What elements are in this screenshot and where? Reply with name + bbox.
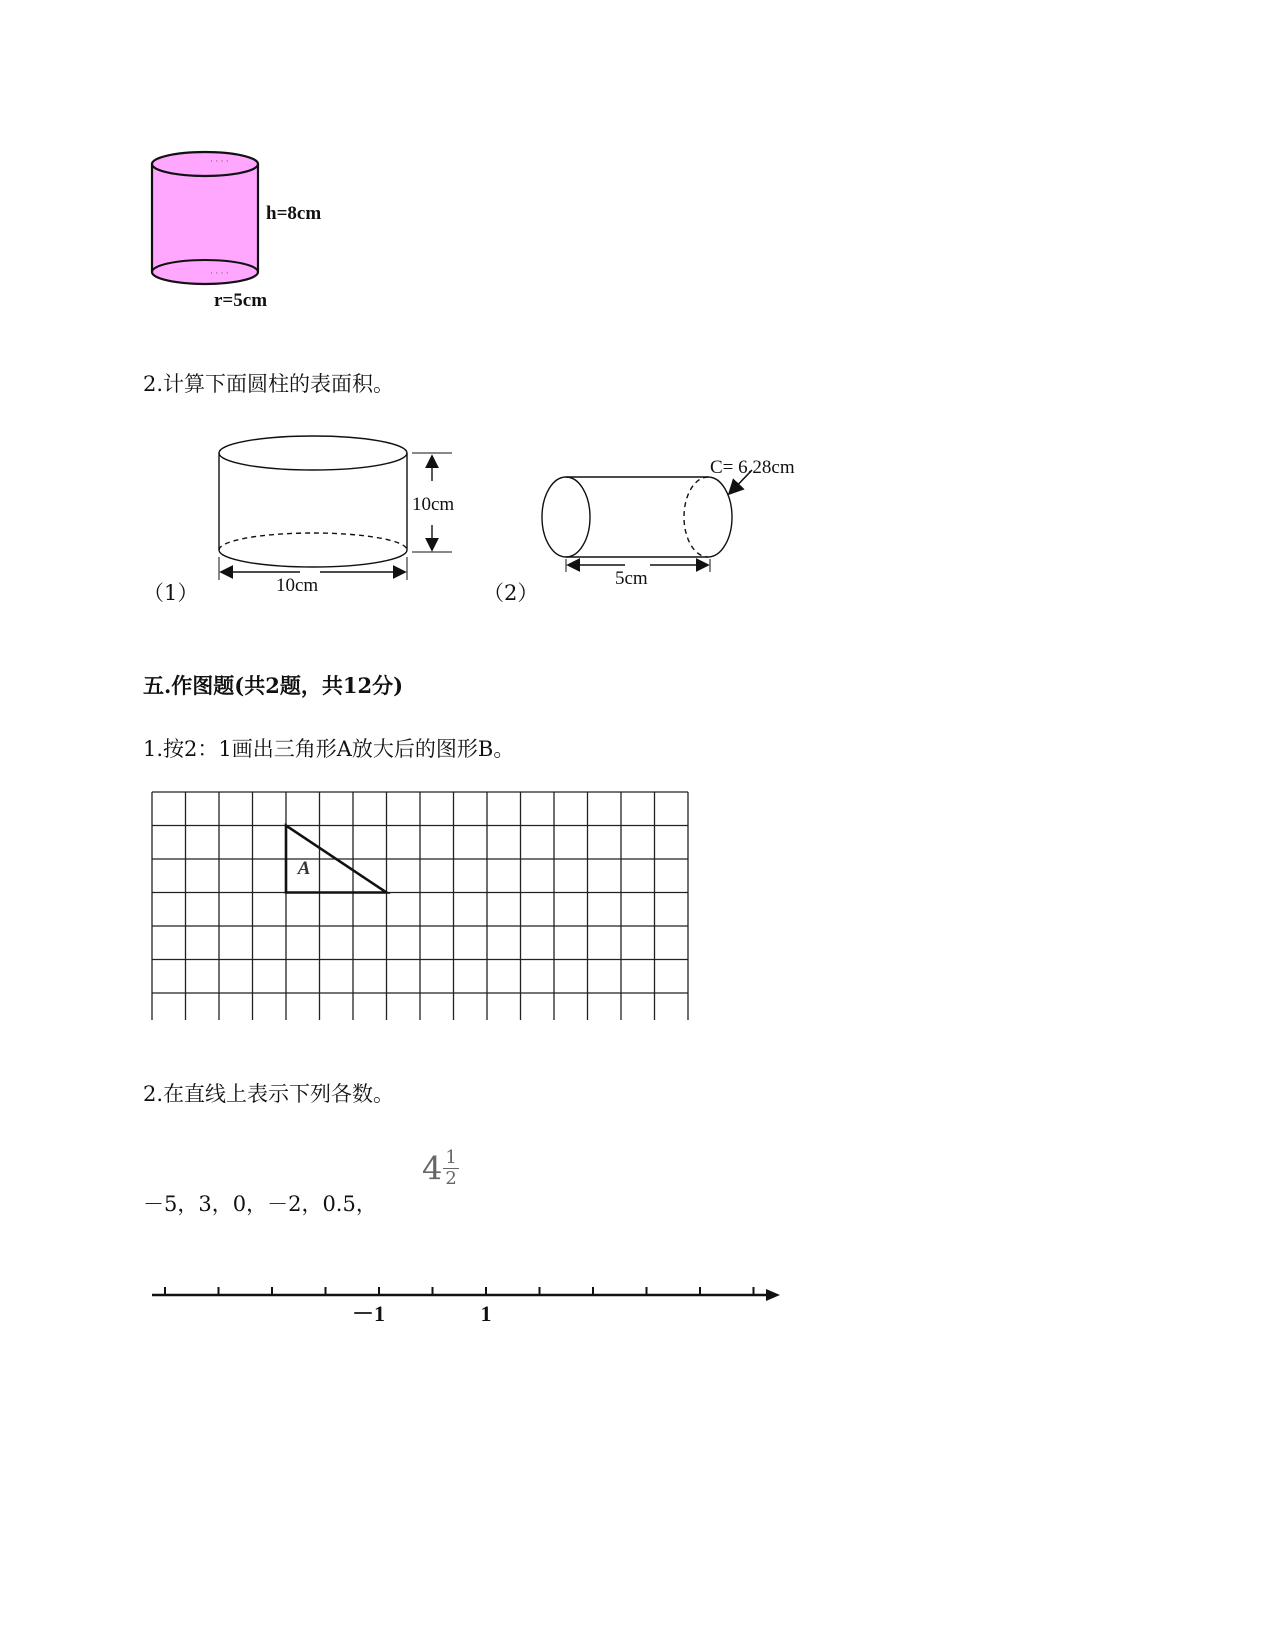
- fig2-circumference-label: C= 6.28cm: [710, 457, 795, 478]
- square-grid: [150, 790, 692, 1020]
- question-5-1-text: 1.按2：1画出三角形A放大后的图形B。: [143, 737, 515, 761]
- cylinder-top: [152, 152, 258, 176]
- number-line: [145, 1270, 790, 1340]
- number-line-label: －1: [351, 1301, 385, 1326]
- fig1-index: （1）: [143, 581, 199, 605]
- fig2-left-ellipse: [542, 477, 590, 557]
- numbers-list: －5，3，0，－2，0.5，: [143, 1192, 377, 1216]
- mixed-number: [422, 1148, 459, 1189]
- mixed-number-denominator: 2: [445, 1168, 457, 1189]
- question-5-2-text: 2.在直线上表示下列各数。: [143, 1082, 395, 1106]
- section-5-title: 五.作图题(共2题，共12分): [143, 673, 404, 698]
- mixed-number-whole: 4: [422, 1149, 443, 1188]
- cylinder-figure-1: [200, 425, 480, 610]
- cylinder-body: [152, 164, 258, 284]
- mixed-number-numerator: 1: [445, 1147, 457, 1168]
- fig2-index: （2）: [483, 581, 539, 605]
- fig1-bottom-back: [219, 533, 407, 550]
- number-line-arrow: [766, 1289, 780, 1301]
- fig2-length-label: 5cm: [615, 568, 648, 589]
- fig1-top-ellipse: [219, 436, 407, 470]
- svg-text:· · · ·: · · · ·: [210, 156, 229, 166]
- fig1-height-label: 10cm: [412, 494, 455, 515]
- triangle-a-label: A: [297, 858, 311, 880]
- height-label: h=8cm: [266, 203, 322, 224]
- radius-label: r=5cm: [214, 290, 268, 311]
- fig1-bottom-front: [219, 550, 407, 567]
- fig2-right-back: [684, 477, 708, 557]
- number-line-label: 1: [480, 1301, 492, 1326]
- question-2-text: 2.计算下面圆柱的表面积。: [143, 372, 395, 396]
- fig1-diameter-label: 10cm: [276, 575, 319, 596]
- svg-text:· · · ·: · · · ·: [210, 268, 229, 278]
- fig2-right-front: [708, 477, 732, 557]
